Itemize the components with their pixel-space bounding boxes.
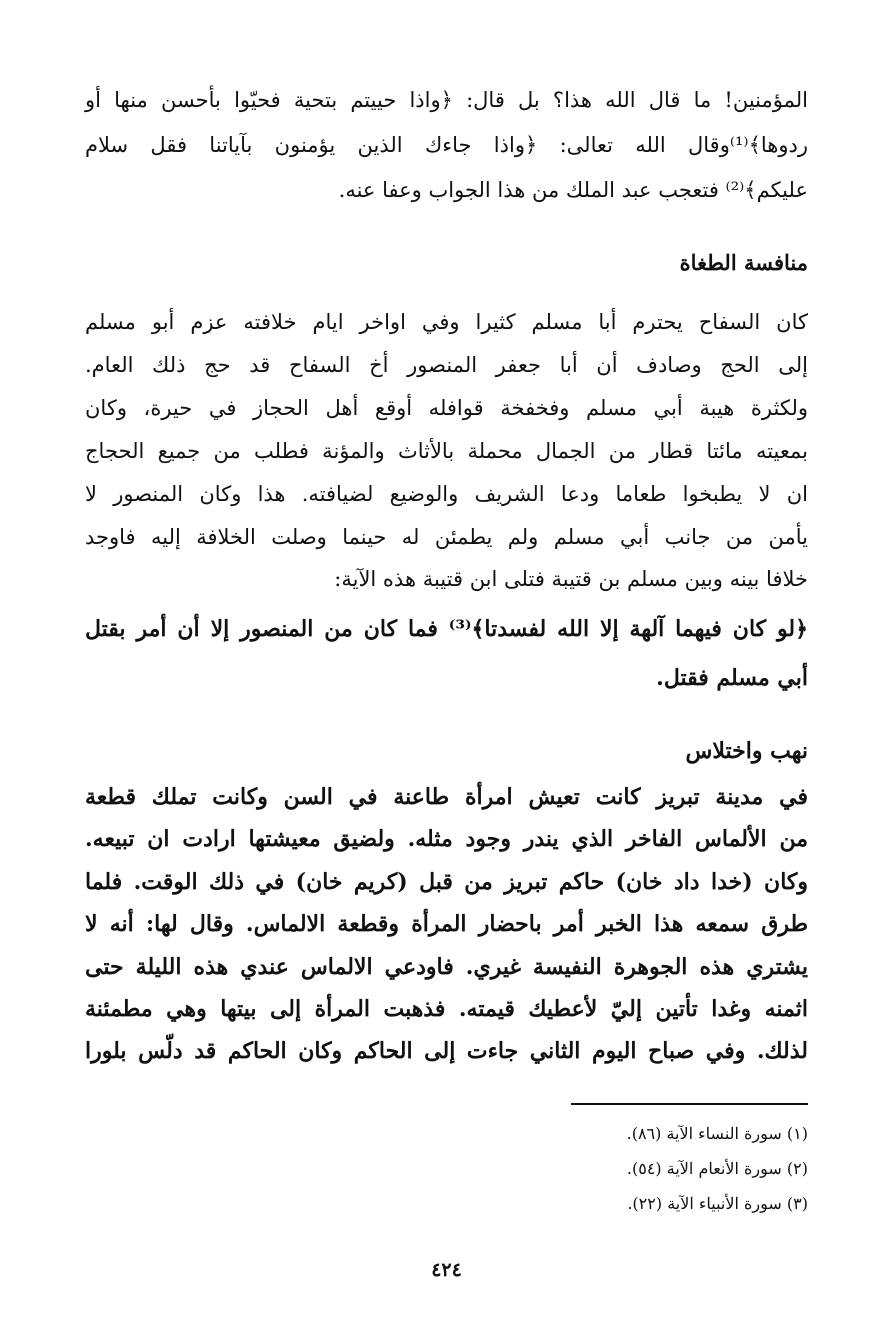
text-line: كان السفاح يحترم أبا مسلم كثيرا وفي اواخر ايام خلافته عزم أبو مسلم bbox=[85, 310, 808, 334]
text-line: ان لا يطبخوا طعاما ودعا الشريف والوضيع لضيافته. هذا وكان المنصور لا bbox=[85, 482, 808, 506]
text-line: عليكم﴾⁽²⁾ فتعجب عبد الملك من هذا الجواب وعفا عنه. bbox=[338, 178, 808, 202]
footnote: (٣) سورة الأنبياء الآية (٢٢). bbox=[627, 1194, 808, 1213]
footnote: (١) سورة النساء الآية (٨٦). bbox=[626, 1124, 808, 1143]
text-line: وكان (خدا داد خان) حاكم تبريز من قبل (كريم خان) في ذلك الوقت. فلما bbox=[85, 869, 808, 895]
section-heading: منافسة الطغاة bbox=[679, 250, 808, 275]
text-line: ردوها﴾⁽¹⁾وقال الله تعالى: ﴿واذا جاءك الذين يؤمنون بآياتنا فقل سلام bbox=[85, 133, 808, 157]
text-line: يأمن من جانب أبي مسلم ولم يطمئن له حينما وصلت الخلافة إليه فاوجد bbox=[85, 525, 808, 549]
verse-line: أبي مسلم فقتل. bbox=[656, 665, 808, 691]
text-line: في مدينة تبريز كانت تعيش امرأة طاعنة في السن وكانت تملك قطعة bbox=[85, 784, 808, 810]
text-line: المؤمنين! ما قال الله هذا؟ بل قال: ﴿واذا حييتم بتحية فحيّوا بأحسن منها أو bbox=[85, 88, 808, 112]
footnote-separator bbox=[571, 1103, 808, 1105]
footnote: (٢) سورة الأنعام الآية (٥٤). bbox=[626, 1159, 808, 1178]
text-line: يشتري هذه الجوهرة النفيسة غيري. فاودعي الالماس عندي هذه الليلة حتى bbox=[85, 954, 808, 980]
verse-line: ﴿لو كان فيهما آلهة إلا الله لفسدتا﴾⁽³⁾ فما كان من المنصور إلا أن أمر بقتل bbox=[85, 616, 808, 642]
text-line: إلى الحج وصادف أن أبا جعفر المنصور أخ السفاح قد حج ذلك العام. bbox=[85, 353, 808, 377]
text-line: بمعيته مائتا قطار من الجمال محملة بالأثاث والمؤنة فطلب من جميع الحجاج bbox=[85, 439, 808, 463]
text-line: خلافا بينه وبين مسلم بن قتيبة فتلى ابن قتيبة هذه الآية: bbox=[334, 567, 808, 591]
text-line: طرق سمعه هذا الخبر أمر باحضار المرأة وقطعة الالماس. وقال لها: أنه لا bbox=[85, 911, 808, 937]
text-line: ولكثرة هيبة أبي مسلم وفخفخة قوافله أوقع أهل الحجاز في حيرة، وكان bbox=[85, 396, 808, 420]
text-line: من الألماس الفاخر الذي يندر وجود مثله. ولضيق معيشتها ارادت ان تبيعه. bbox=[85, 826, 808, 852]
page-number: ٤٢٤ bbox=[431, 1259, 462, 1281]
section-heading: نهب واختلاس bbox=[685, 738, 808, 764]
text-line: لذلك. وفي صباح اليوم الثاني جاءت إلى الحاكم وكان الحاكم قد دلّس بلورا bbox=[85, 1038, 808, 1064]
text-line: اثمنه وغدا تأتين إليّ لأعطيك قيمته. فذهبت المرأة إلى بيتها وهي مطمئنة bbox=[85, 996, 808, 1022]
